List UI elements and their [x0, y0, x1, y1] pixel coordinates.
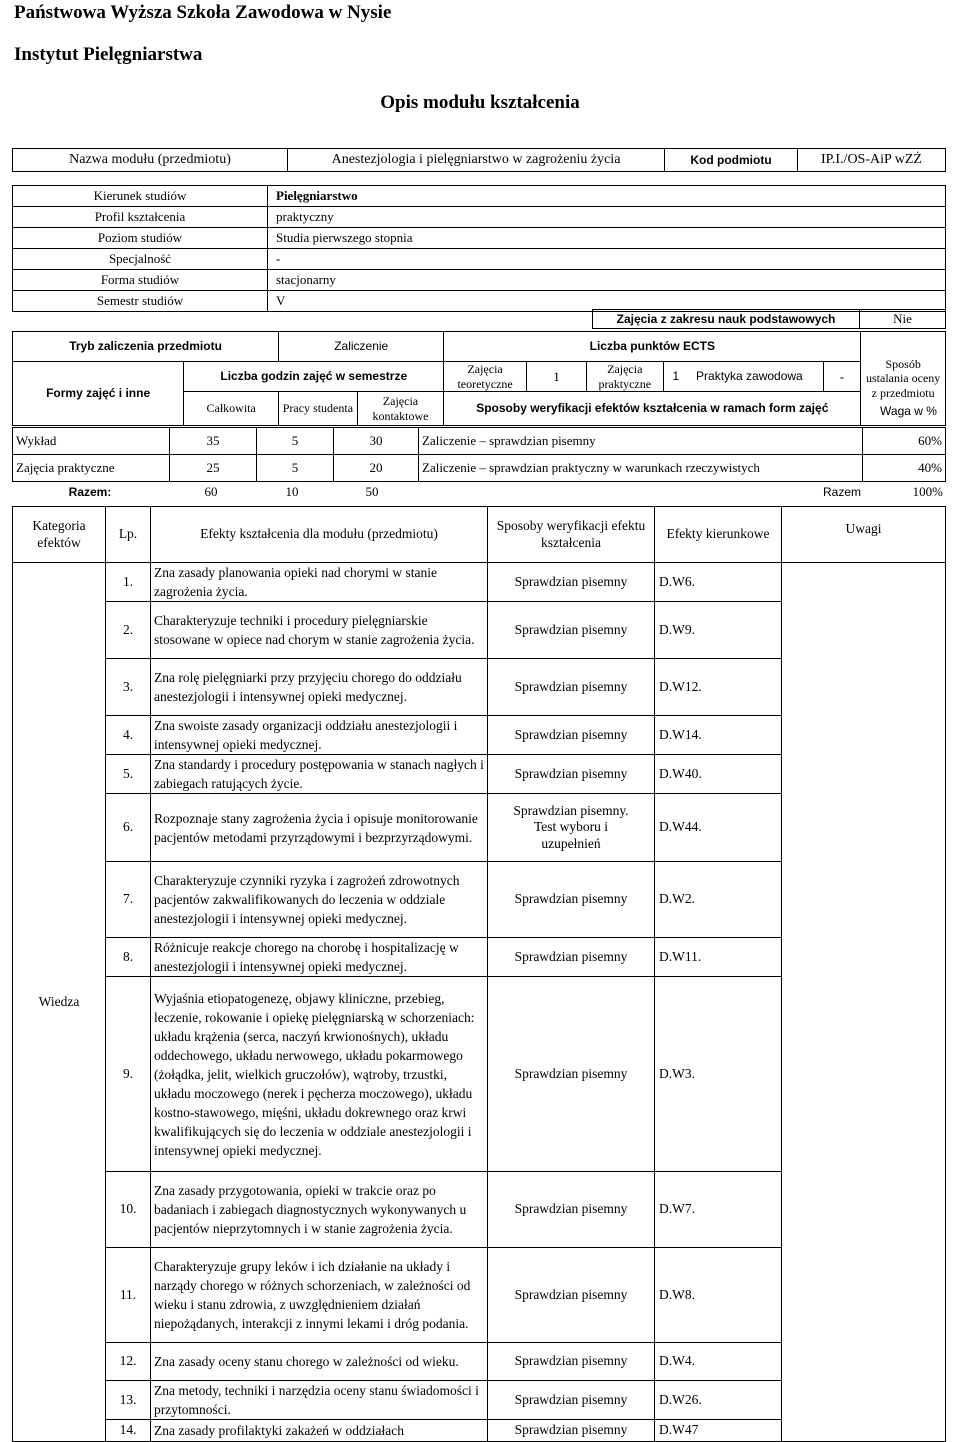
- school-name: Państwowa Wyższa Szkoła Zawodowa w Nysie: [14, 2, 392, 23]
- ects-prak-label: Zajęcia praktyczne: [587, 362, 663, 392]
- tryb-label: Tryb zaliczenia przedmiotu: [13, 332, 279, 362]
- info-label: Kierunek studiów: [13, 186, 268, 207]
- effect-desc: Charakteryzuje grupy leków i ich działanie na układy i narządy chorego w różnych schorzeniach, w zależności od wieku i stanu zdrowia, z uwzględnieniem działań niepożądanych, interakcji z innymi lekami i dróg podania.: [151, 1248, 488, 1343]
- effect-code: D.W14.: [655, 716, 782, 755]
- info-label: Forma studiów: [13, 270, 268, 291]
- form-self: 5: [257, 455, 334, 482]
- col-desc: Efekty kształcenia dla modułu (przedmiotu): [151, 507, 488, 563]
- effect-method: Sprawdzian pisemny: [488, 1420, 655, 1442]
- form-row: [13, 455, 946, 482]
- info-table: [12, 185, 946, 312]
- info-label: Semestr studiów: [13, 291, 268, 312]
- form-method: Zaliczenie – sprawdzian pisemny: [419, 428, 863, 455]
- ects-prak-value: 1: [672, 369, 680, 384]
- basics-value: Nie: [860, 310, 946, 329]
- effects-table: [12, 506, 946, 1442]
- basics-label: Zajęcia z zakresu nauk podstawowych: [593, 310, 860, 329]
- col-calkowita: Całkowita: [184, 392, 279, 426]
- info-value: stacjonarny: [268, 270, 946, 291]
- effect-code: D.W6.: [655, 563, 782, 602]
- razem-label-2: Razem: [822, 484, 861, 499]
- module-code-label: Kod podmiotu: [665, 149, 798, 172]
- effect-code: D.W47: [655, 1420, 782, 1442]
- effect-desc: Zna zasady profilaktyki zakażeń w oddziałach: [151, 1420, 488, 1442]
- effect-method: Sprawdzian pisemny: [488, 938, 655, 977]
- effect-method: Sprawdzian pisemny: [488, 659, 655, 716]
- ects-zaw-value: -: [823, 362, 861, 392]
- institute-name: Instytut Pielęgniarstwa: [14, 44, 203, 65]
- effect-lp: 8.: [106, 938, 151, 977]
- effect-lp: 3.: [106, 659, 151, 716]
- form-total: 25: [170, 455, 257, 482]
- effect-desc: Charakteryzuje czynniki ryzyka i zagrożeń zdrowotnych pacjentów zakwalifikowanych do leczenia w oddziale anestezjologii i intensywnej opieki medycznej.: [151, 862, 488, 938]
- form-name: Wykład: [13, 428, 170, 455]
- notes-value: [782, 563, 946, 1442]
- effect-row: [13, 563, 946, 602]
- formy-label: Formy zajęć i inne: [13, 362, 184, 426]
- col-method: Sposoby weryfikacji efektu kształcenia: [488, 507, 655, 563]
- col-code: Efekty kierunkowe: [655, 507, 782, 563]
- effect-method: Sprawdzian pisemny: [488, 755, 655, 794]
- col-weryfikacja: Sposoby weryfikacji efektów kształcenia w ramach form zajęć: [444, 392, 861, 426]
- effect-code: D.W12.: [655, 659, 782, 716]
- razem-total: 60: [204, 484, 218, 500]
- effect-desc: Rozpoznaje stany zagrożenia życia i opisuje monitorowanie pacjentów metodami przyrządowymi i bezprzyrządowymi.: [151, 794, 488, 862]
- effect-method: Sprawdzian pisemny: [488, 862, 655, 938]
- effect-desc: Zna rolę pielęgniarki przy przyjęciu chorego do oddziału anestezjologii i intensywnej opieki medycznej.: [151, 659, 488, 716]
- module-name-table: [12, 148, 946, 172]
- effect-code: D.W40.: [655, 755, 782, 794]
- form-contact: 30: [334, 428, 419, 455]
- effect-method: Sprawdzian pisemny: [488, 1172, 655, 1248]
- effect-method: Sprawdzian pisemny. Test wyboru i uzupełnień: [488, 794, 655, 862]
- effect-code: D.W44.: [655, 794, 782, 862]
- effect-desc: Wyjaśnia etiopatogenezę, objawy kliniczne, przebieg, leczenie, rokowanie i opiekę pielęgniarską w schorzeniach: układu krążenia (serca, naczyń krwionośnych), układu oddechowego, układu nerwowego, układu pokarmowego (żołądka, jelit, wielkich gruczołów), wątroby, trzustki, układu moczowego (nerek i pęcherza moczowego), układu kostno-stawowego, mięśni, układu dokrewnego oraz krwi kwalifikujących się do leczenia w oddziale anestezjologii i intensywnej opieki medycznej.: [151, 977, 488, 1172]
- form-contact: 20: [334, 455, 419, 482]
- info-value: Pielęgniarstwo: [268, 186, 946, 207]
- effect-lp: 9.: [106, 977, 151, 1172]
- basics-table: [592, 309, 946, 329]
- effect-lp: 2.: [106, 602, 151, 659]
- effect-code: D.W7.: [655, 1172, 782, 1248]
- info-value: -: [268, 249, 946, 270]
- effect-desc: Charakteryzuje techniki i procedury pielęgniarskie stosowane w opiece nad chorym w stanie zagrożenia życia.: [151, 602, 488, 659]
- razem-contact: 50: [365, 484, 379, 500]
- effect-code: D.W26.: [655, 1381, 782, 1420]
- category-value: Wiedza: [13, 563, 106, 1442]
- form-self: 5: [257, 428, 334, 455]
- ects-zaw-label: 1 Praktyka zawodowa: [663, 362, 823, 392]
- effect-method: Sprawdzian pisemny: [488, 563, 655, 602]
- info-value: V: [268, 291, 946, 312]
- effect-code: D.W8.: [655, 1248, 782, 1343]
- razem-table: [12, 480, 946, 504]
- col-lp: Lp.: [106, 507, 151, 563]
- ects-teor-value: 1: [526, 362, 586, 392]
- info-value: praktyczny: [268, 207, 946, 228]
- info-label: Specjalność: [13, 249, 268, 270]
- effect-lp: 7.: [106, 862, 151, 938]
- effect-lp: 1.: [106, 563, 151, 602]
- effect-desc: Zna zasady planowania opieki nad chorymi w stanie zagrożenia życia.: [151, 563, 488, 602]
- hours-header: Liczba godzin zajęć w semestrze: [184, 362, 444, 392]
- effect-code: D.W4.: [655, 1343, 782, 1381]
- ects-label: Liczba punktów ECTS: [444, 332, 861, 362]
- form-method: Zaliczenie – sprawdzian praktyczny w warunkach rzeczywistych: [419, 455, 863, 482]
- info-label: Poziom studiów: [13, 228, 268, 249]
- effect-lp: 10.: [106, 1172, 151, 1248]
- effect-lp: 4.: [106, 716, 151, 755]
- effect-desc: Różnicuje reakcje chorego na chorobę i hospitalizację w anestezjologii i intensywnej opieki medycznej.: [151, 938, 488, 977]
- effect-lp: 13.: [106, 1381, 151, 1420]
- effect-code: D.W11.: [655, 938, 782, 977]
- module-name-value: Anestezjologia i pielęgniarstwo w zagrożeniu życia: [288, 149, 665, 172]
- document-title: Opis modułu kształcenia: [380, 92, 580, 113]
- effect-desc: Zna swoiste zasady organizacji oddziału anestezjologii i intensywnej opieki medycznej.: [151, 716, 488, 755]
- ects-teor-label: Zajęcia teoretyczne: [444, 362, 527, 392]
- effect-method: Sprawdzian pisemny: [488, 716, 655, 755]
- tryb-value: Zaliczenie: [279, 332, 444, 362]
- effect-lp: 11.: [106, 1248, 151, 1343]
- effect-desc: Zna zasady oceny stanu chorego w zależności od wieku.: [151, 1343, 488, 1381]
- effect-lp: 14.: [106, 1420, 151, 1442]
- effect-method: Sprawdzian pisemny: [488, 977, 655, 1172]
- module-name-label: Nazwa modułu (przedmiotu): [13, 149, 288, 172]
- effect-code: D.W2.: [655, 862, 782, 938]
- col-kontakt: Zajęcia kontaktowe: [357, 392, 444, 426]
- form-row: [13, 428, 946, 455]
- effect-method: Sprawdzian pisemny: [488, 1381, 655, 1420]
- effect-method: Sprawdzian pisemny: [488, 1248, 655, 1343]
- forms-rows-table: [12, 427, 946, 482]
- effect-code: D.W3.: [655, 977, 782, 1172]
- col-category: Kategoria efektów: [13, 507, 106, 563]
- form-weight: 40%: [863, 455, 946, 482]
- form-total: 35: [170, 428, 257, 455]
- form-name: Zajęcia praktyczne: [13, 455, 170, 482]
- forms-table: [12, 331, 946, 426]
- effect-desc: Zna zasady przygotowania, opieki w trakcie oraz po badaniach i zabiegach diagnostycznych wykonywanych u pacjentów nieprzytomnych i w stanie zagrożenia życia.: [151, 1172, 488, 1248]
- effect-desc: Zna standardy i procedury postępowania w stanach nagłych i zabiegach ratujących życie.: [151, 755, 488, 794]
- sposob-ustalania: Sposób ustalania oceny z przedmiotu: [861, 332, 946, 426]
- razem-label: Razem:: [68, 484, 112, 499]
- effect-desc: Zna metody, techniki i narzędzia oceny stanu świadomości i przytomności.: [151, 1381, 488, 1420]
- effect-method: Sprawdzian pisemny: [488, 1343, 655, 1381]
- effect-method: Sprawdzian pisemny: [488, 602, 655, 659]
- effect-lp: 12.: [106, 1343, 151, 1381]
- info-label: Profil kształcenia: [13, 207, 268, 228]
- col-notes: Uwagi: [782, 507, 946, 563]
- form-weight: 60%: [863, 428, 946, 455]
- razem-weight: 100%: [912, 484, 943, 500]
- module-code-value: IP.I./OS-AiP wZŻ: [798, 149, 946, 172]
- effect-lp: 6.: [106, 794, 151, 862]
- col-pracy: Pracy studenta: [279, 392, 358, 426]
- razem-self: 10: [285, 484, 299, 500]
- effect-lp: 5.: [106, 755, 151, 794]
- info-value: Studia pierwszego stopnia: [268, 228, 946, 249]
- effect-code: D.W9.: [655, 602, 782, 659]
- col-waga: Waga w %: [880, 404, 937, 418]
